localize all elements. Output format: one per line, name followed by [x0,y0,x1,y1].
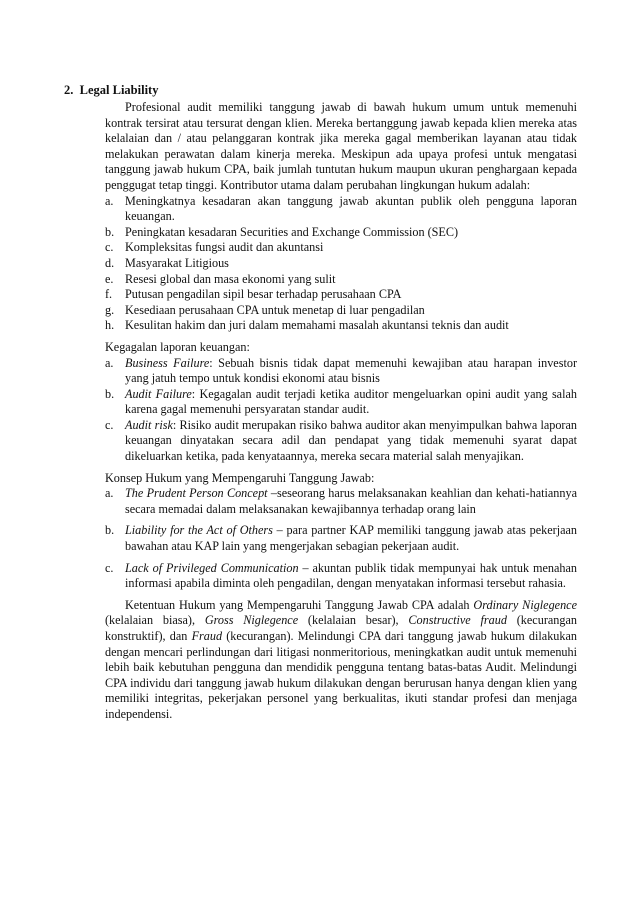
list-marker: c. [105,417,114,432]
list-item-term: Audit Failure [125,386,192,401]
list-item [105,272,577,288]
list-item-text: – para partner KAP memiliki tanggung jawab atas pekerjaan bawahan atau KAP lain yang mengerjakan sebagian pekerjaan audit. [125,523,577,554]
list-item-term: The Prudent Person Concept [125,486,268,501]
list-item [105,318,577,334]
list-item [105,418,577,465]
closing-term: Constructive fraud [408,613,507,628]
list-item-term: Business Failure [125,355,210,370]
list-item [105,194,577,225]
list-item-term: Liability for the Act of Others [125,523,273,538]
closing-paragraph [105,598,577,723]
list-marker: a. [105,355,114,370]
intro-paragraph: Profesional audit memiliki tanggung jawab di bawah hukum umum untuk memenuhi kontrak tersirat atau tersurat dengan klien. Mereka bertanggung jawab kepada klien mereka atas kelalaian dan / atau pelanggaran kontrak jika mereka gagal memberikan layanan atau tidak melakukan perawatan dalam kinerja mereka. Meskipun ada upaya profesi untuk mengatasi tanggung jawab hukum CPA, baik jumlah tuntutan hukum maupun ukuran penghargaan kepada penggugat tetap tinggi. Kontributor utama dalam perubahan lingkungan hukum adalah: [105,100,577,192]
list-item-term: Lack of Privileged Communication [125,560,299,575]
section-title: Legal Liability [79,83,159,97]
list-item-text: : Kegagalan audit terjadi ketika auditor mengeluarkan opini audit yang salah karena gagal memenuhi persyaratan standar audit. [125,386,577,417]
list-item [105,486,577,517]
list-item [105,303,577,319]
closing-text: Ketentuan Hukum yang Mempengaruhi Tanggung Jawab CPA adalah [125,597,474,612]
list-marker: a. [105,486,114,501]
list-marker: c. [105,560,114,575]
list-item [105,256,577,272]
list-item-text: Kesediaan perusahaan CPA untuk menetap di luar pengadilan [125,302,425,317]
list-item-text: Meningkatnya kesadaran akan tanggung jawab akuntan publik oleh pengguna laporan keuangan. [125,193,577,224]
list-marker: d. [105,255,115,270]
section-heading [64,83,158,98]
closing-term: Gross Niglegence [204,613,299,628]
closing-text: (kelalaian biasa), [105,613,205,628]
list-item-text: Kompleksitas fungsi audit dan akuntansi [125,240,324,255]
closing-text: (kelalaian besar), [298,613,409,628]
section-body [105,100,577,723]
list-item-text: Kesulitan hakim dan juri dalam memahami masalah akuntansi teknis dan audit [125,318,509,333]
list-marker: h. [105,318,115,333]
list-item [105,523,577,554]
failure-heading: Kegagalan laporan keuangan: [105,339,250,354]
list-marker: a. [105,193,114,208]
list-marker: e. [105,271,114,286]
list-marker: b. [105,386,115,401]
list-item-text: – akuntan publik tidak mempunyai hak untuk menahan informasi apabila diminta oleh pengadilan, dengan menyatakan informasi tersebut rahasia. [125,560,578,591]
section-number: 2. [64,83,74,97]
closing-term: Fraud [191,629,223,643]
list-marker: g. [105,302,115,317]
list-marker: b. [105,523,115,538]
list-item-text: : Sebuah bisnis tidak dapat memenuhi kewajiban atau harapan investor yang jatuh tempo untuk kondisi ekonomi atau bisnis [125,355,577,386]
list-marker: c. [105,240,114,255]
concept-heading: Konsep Hukum yang Mempengaruhi Tanggung Jawab: [105,470,375,485]
list-item [105,356,577,387]
failures-list [105,356,577,465]
list-item-text: Peningkatan kesadaran Securities and Exchange Commission (SEC) [125,224,459,239]
closing-text: (kecurangan konstruktif), dan [105,613,577,643]
closing-text: (kecurangan). Melindungi CPA dari tanggung jawab hukum dilakukan dengan mencari perlindungan dari litigasi nonmeritorious, meningkatkan audit untuk memenuhi lebih baik kebutuhan pengguna dan mendidik pengguna tentang batas-batas Audit. Melindungi CPA individu dari tanggung jawab hukum dilakukan dengan berurusan hanya dengan klien yang memiliki integritas, pekerjakan personel yang berkualitas, ikuti standar profesi dan menjaga independensi. [105,629,577,721]
list-item [105,387,577,418]
contributors-list [105,194,577,334]
list-item-text: : Risiko audit merupakan risiko bahwa auditor akan menyimpulkan bahwa laporan keuangan dinyatakan secara adil dan pendapat yang tidak memenuhi syarat dapat dikeluarkan ketika, pada kenyataannya, mereka secara material salah menyajikan. [125,417,577,464]
list-item [105,240,577,256]
list-item [105,561,577,592]
list-marker: f. [105,287,113,302]
list-item-text: Masyarakat Litigious [125,255,229,270]
list-item-term: Audit risk [125,417,173,432]
list-item-text: –seseorang harus melaksanakan keahlian dan kehati-hatiannya secara memadai dalam melaksanakan kewajibannya terhadap orang lain [125,486,577,516]
closing-term: Ordinary Niglegence [473,597,578,612]
list-item [105,287,577,303]
list-item-text: Putusan pengadilan sipil besar terhadap perusahaan CPA [125,287,402,302]
concepts-list [105,486,577,592]
list-item-text: Resesi global dan masa ekonomi yang sulit [125,271,336,286]
list-marker: b. [105,224,115,239]
list-item [105,225,577,241]
